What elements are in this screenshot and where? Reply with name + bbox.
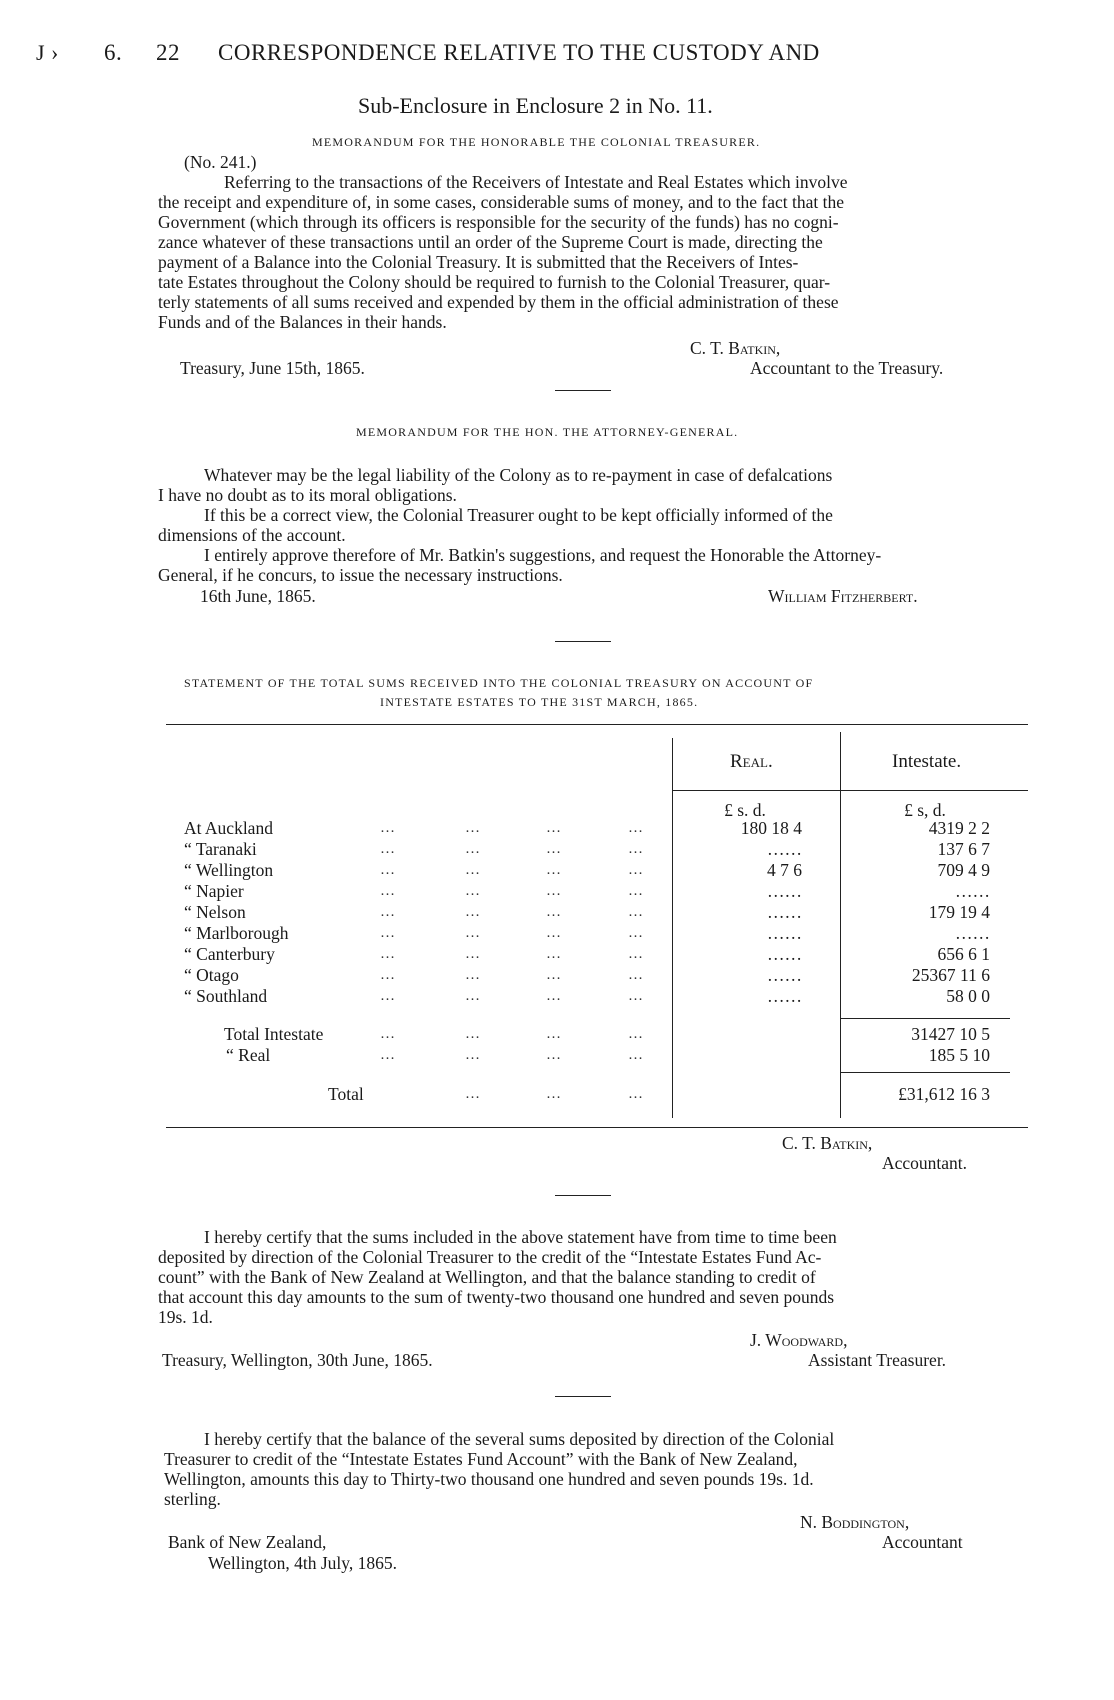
memo2-line: Whatever may be the legal liability of the Colony as to re-payment in case of defalcations — [204, 465, 833, 485]
cert2-place-date: Wellington, 4th July, 1865. — [208, 1553, 397, 1573]
statement-heading: STATEMENT OF THE TOTAL SUMS RECEIVED INTO THE COLONIAL TREASURY ON ACCOUNT OF — [184, 676, 814, 690]
memo2-date: 16th June, 1865. — [200, 586, 316, 606]
cert1-line: that account this day amounts to the sum of twenty-two thousand one hundred and seven pounds — [158, 1287, 835, 1307]
leader-dots: … — [628, 862, 643, 878]
leader-dots: … — [546, 925, 561, 941]
cert2-line: Wellington, amounts this day to Thirty-two thousand one hundred and seven pounds 19s. 1d. — [164, 1469, 814, 1489]
units-intestate: £ s, d. — [904, 800, 946, 820]
leader-dots: … — [628, 883, 643, 899]
memo1-line: Referring to the transactions of the Receivers of Intestate and Real Estates which involve — [224, 172, 848, 192]
leader-dots: … — [628, 841, 643, 857]
leader-dots: … — [628, 1026, 643, 1042]
memo1-line: Funds and of the Balances in their hands. — [158, 312, 447, 332]
leader-dots: … — [546, 904, 561, 920]
divider — [555, 1396, 611, 1397]
row-place: “ Otago — [184, 965, 239, 985]
leader-dots: … — [380, 988, 395, 1004]
cert2-line: sterling. — [164, 1489, 221, 1509]
cert2-place: Bank of New Zealand, — [168, 1532, 327, 1552]
row-real-value: …… — [767, 881, 802, 901]
row-place: “ Marlborough — [184, 923, 289, 943]
leader-dots: … — [380, 841, 395, 857]
statement-signer: C. T. Batkin, — [782, 1133, 873, 1153]
cert1-signer: J. Woodward, — [750, 1330, 848, 1350]
memo1-number: (No. 241.) — [184, 152, 257, 172]
row-place: “ Taranaki — [184, 839, 257, 859]
header-rule — [672, 790, 1028, 791]
leader-dots: … — [546, 1086, 561, 1102]
total-intestate-value: 31427 10 5 — [911, 1024, 990, 1044]
leader-dots: … — [628, 1086, 643, 1102]
memo1-line: terly statements of all sums received and expended by them in the official administration of these — [158, 292, 839, 312]
memo2-line: I have no doubt as to its moral obligations. — [158, 485, 457, 505]
leader-dots: … — [380, 820, 395, 836]
leader-dots: … — [380, 946, 395, 962]
leader-dots: … — [546, 988, 561, 1004]
leader-dots: … — [465, 1026, 480, 1042]
leader-dots: … — [465, 946, 480, 962]
memo2-line: I entirely approve therefore of Mr. Batkin's suggestions, and request the Honorable the Attorney- — [204, 545, 882, 565]
subtitle: Sub-Enclosure in Enclosure 2 in No. 11. — [358, 93, 713, 118]
leader-dots: … — [465, 904, 480, 920]
memo2-signer: William Fitzherbert. — [768, 586, 918, 606]
leader-dots: … — [380, 925, 395, 941]
memo1-line: payment of a Balance into the Colonial Treasury. It is submitted that the Receivers of Intes- — [158, 252, 799, 272]
memo2-line: If this be a correct view, the Colonial Treasurer ought to be kept officially informed of the — [204, 505, 833, 525]
leader-dots: … — [546, 967, 561, 983]
memo2-line: General, if he concurs, to issue the necessary instructions. — [158, 565, 563, 585]
memo1-line: tate Estates throughout the Colony should be required to furnish to the Colonial Treasurer, quar- — [158, 272, 831, 292]
row-place: “ Nelson — [184, 902, 246, 922]
leader-dots: … — [628, 988, 643, 1004]
divider — [555, 1195, 611, 1196]
leader-dots: … — [465, 820, 480, 836]
row-place: At Auckland — [184, 818, 273, 838]
total-real-value: 185 5 10 — [928, 1045, 990, 1065]
cert1-place-date: Treasury, Wellington, 30th June, 1865. — [162, 1350, 433, 1370]
subtotal-rule — [840, 1018, 1010, 1019]
leader-dots: … — [380, 904, 395, 920]
row-real-value: …… — [767, 965, 802, 985]
leader-dots: … — [380, 862, 395, 878]
row-intestate-value: …… — [955, 881, 990, 901]
leader-dots: … — [628, 820, 643, 836]
leader-dots: … — [465, 1047, 480, 1063]
row-intestate-value: 656 6 1 — [937, 944, 990, 964]
leader-dots: … — [546, 1026, 561, 1042]
row-real-value: 180 18 4 — [740, 818, 802, 838]
total-rule — [840, 1072, 1010, 1073]
cert1-line: 19s. 1d. — [158, 1307, 213, 1327]
leader-dots: … — [465, 967, 480, 983]
leader-dots: … — [628, 946, 643, 962]
row-place: “ Canterbury — [184, 944, 275, 964]
leader-dots: … — [465, 862, 480, 878]
section-mark: 6. — [104, 40, 123, 65]
table-top-rule — [166, 724, 1028, 725]
total-value: £31,612 16 3 — [898, 1084, 990, 1104]
memo1-heading: MEMORANDUM FOR THE HONORABLE THE COLONIAL TREASURER. — [312, 135, 761, 149]
cert2-line: I hereby certify that the balance of the several sums deposited by direction of the Colonial — [204, 1429, 835, 1449]
statement-signer-title: Accountant. — [882, 1153, 968, 1173]
row-real-value: …… — [767, 944, 802, 964]
margin-mark: J › — [36, 40, 59, 65]
leader-dots: … — [465, 883, 480, 899]
cert2-signer: N. Boddington, — [800, 1512, 910, 1532]
memo1-line: the receipt and expenditure of, in some cases, considerable sums of money, and to the fact that the — [158, 192, 844, 212]
row-intestate-value: 179 19 4 — [928, 902, 990, 922]
leader-dots: … — [546, 820, 561, 836]
row-intestate-value: 709 4 9 — [937, 860, 990, 880]
leader-dots: … — [546, 862, 561, 878]
leader-dots: … — [546, 946, 561, 962]
memo2-line: dimensions of the account. — [158, 525, 346, 545]
row-real-value: …… — [767, 986, 802, 1006]
leader-dots: … — [380, 883, 395, 899]
leader-dots: … — [465, 925, 480, 941]
leader-dots: … — [628, 925, 643, 941]
leader-dots: … — [546, 841, 561, 857]
leader-dots: … — [380, 1047, 395, 1063]
row-real-value: 4 7 6 — [767, 860, 802, 880]
row-place: “ Napier — [184, 881, 244, 901]
page-number: 22 — [156, 40, 180, 65]
row-intestate-value: …… — [955, 923, 990, 943]
row-intestate-value: 137 6 7 — [937, 839, 990, 859]
divider — [555, 641, 611, 642]
leader-dots: … — [628, 1047, 643, 1063]
leader-dots: … — [465, 988, 480, 1004]
total-real-label: “ Real — [226, 1045, 271, 1065]
row-real-value: …… — [767, 902, 802, 922]
cert1-signer-title: Assistant Treasurer. — [808, 1350, 947, 1370]
row-intestate-value: 25367 11 6 — [911, 965, 990, 985]
row-intestate-value: 58 0 0 — [946, 986, 990, 1006]
cert1-line: I hereby certify that the sums included in the above statement have from time to time been — [204, 1227, 837, 1247]
memo2-heading: MEMORANDUM FOR THE HON. THE ATTORNEY-GENERAL. — [356, 425, 739, 439]
column-header-real: Real. — [730, 751, 773, 772]
units-real: £ s. d. — [724, 800, 766, 820]
memo1-place-date: Treasury, June 15th, 1865. — [180, 358, 365, 378]
leader-dots: … — [546, 1047, 561, 1063]
memo1-line: Government (which through its officers is responsible for the security of the funds) has no cogni- — [158, 212, 839, 232]
cert1-line: deposited by direction of the Colonial Treasurer to the credit of the “Intestate Estates Fund Ac- — [158, 1247, 822, 1267]
leader-dots: … — [465, 1086, 480, 1102]
memo1-signer-title: Accountant to the Treasury. — [750, 358, 944, 378]
row-place: “ Wellington — [184, 860, 274, 880]
row-intestate-value: 4319 2 2 — [928, 818, 990, 838]
memo1-line: zance whatever of these transactions until an order of the Supreme Court is made, directing the — [158, 232, 823, 252]
row-real-value: …… — [767, 923, 802, 943]
leader-dots: … — [380, 967, 395, 983]
cert1-line: count” with the Bank of New Zealand at Wellington, and that the balance standing to credit of — [158, 1267, 816, 1287]
cert2-line: Treasurer to credit of the “Intestate Estates Fund Account” with the Bank of New Zealand, — [164, 1449, 798, 1469]
memo1-signer: C. T. Batkin, — [690, 338, 781, 358]
total-intestate-label: Total Intestate — [224, 1024, 324, 1044]
leader-dots: … — [628, 967, 643, 983]
row-real-value: …… — [767, 839, 802, 859]
leader-dots: … — [628, 904, 643, 920]
column-header-intestate: Intestate. — [892, 751, 962, 772]
table-bottom-rule — [166, 1127, 1028, 1128]
leader-dots: … — [546, 883, 561, 899]
row-place: “ Southland — [184, 986, 268, 1006]
column-divider — [672, 738, 673, 1118]
leader-dots: … — [380, 1026, 395, 1042]
total-label: Total — [328, 1084, 364, 1104]
statement-heading-date: INTESTATE ESTATES TO THE 31ST MARCH, 1865. — [380, 695, 699, 709]
leader-dots: … — [465, 841, 480, 857]
divider — [555, 390, 611, 391]
page-title: CORRESPONDENCE RELATIVE TO THE CUSTODY AND — [218, 40, 820, 65]
cert2-signer-title: Accountant — [882, 1532, 963, 1552]
